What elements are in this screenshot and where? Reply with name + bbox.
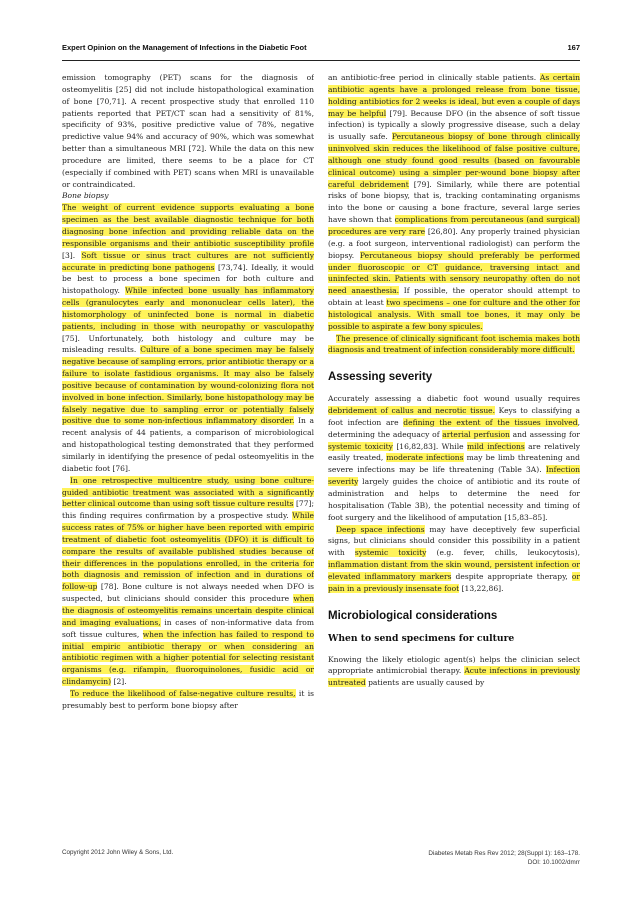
highlighted-text: arterial perfusion — [442, 429, 510, 439]
paragraph: emission tomography (PET) scans for the diagnosis of osteomyelitis [25] did not include histopathological examination of bone [70,71]. A recent prospective study that enrolled 110 patients reported that PET/CT scan had a sensitivity of 81%, specificity of 93%, positive predictive value of 78%, negative predictive value 94% and accuracy of 90%, which was somewhat better than a simultaneous MRI [72]. While the data on this new procedure are limited, there seems to be a place for CT (especially if combined with PET) scans when MRI is unavailable or contraindicated. — [62, 73, 314, 189]
highlighted-text: Soft tissue or sinus tract cultures are not sufficiently accurate in predicting bone pathogens — [62, 250, 314, 272]
highlighted-text: The presence of clinically significant foot ischemia makes both diagnosis and treatment of infection considerably more difficult. — [328, 333, 580, 355]
highlighted-text: two specimens – one for culture and the other for histological analysis. With small toe bones, it may only be possible to aspirate a few bony spicules. — [328, 298, 580, 331]
journal-citation — [428, 849, 580, 867]
section-heading-microbiological: Microbiological considerations — [328, 609, 498, 622]
highlighted-text: moderate infections — [386, 453, 464, 463]
paragraph: Deep space infections may have deceptively few superficial signs, but clinicians should consider this possibility in a patient with systemic toxicity (e.g. fever, chills, leukocytosis), inflammation distant from the skin wound, persistent infection or elevated inflammatory markers despite appropriate therapy, or pain in a previously insensate foot [13,22,86]. — [328, 524, 580, 593]
doi-line: DOI: 10.1002/dmrr — [527, 859, 580, 866]
paragraph — [328, 333, 580, 357]
highlighted-text: defining the extent of the tissues involved — [403, 417, 578, 427]
highlighted-text: The weight of current evidence supports evaluating a bone specimen as the best available diagnostic technique for both diagnosing bone infection and providing reliable data on the responsible organisms and their antibiotic susceptibility profile — [62, 203, 314, 248]
paragraph: In one retrospective multicentre study, using bone culture-guided antibiotic treatment was associated with a significantly better clinical outcome than using soft tissue culture results [77]; this finding requires confirmation by a prospective study. While success rates of 75% or higher have been reported with empiric treatment of diabetic foot osteomyelitis (DFO) it is difficult to compare the results of available published studies because of their differences in the populations enrolled, in the criteria for both diagnosis and remission of infection and in durations of follow-up [78]. Bone culture is not always needed when DFO is suspected, but clinicians should consider this procedure when the diagnosis of osteomyelitis remains uncertain despite clinical and imaging evaluations, in cases of non-informative data from soft tissue cultures, when the infection has failed to respond to initial empiric antibiotic therapy or when considering an antibiotic regimen with a higher potential for selecting resistant organisms (e.g. rifampin, fluoroquinolones, fusidic acid or clindamycin) [2]. — [62, 475, 314, 687]
paragraph: The weight of current evidence supports evaluating a bone specimen as the best available diagnostic technique for both diagnosing bone infection and providing reliable data on the responsible organisms and their antibiotic susceptibility profile [3]. Soft tissue or sinus tract cultures are not sufficiently accurate in predicting bone pathogens [73,74]. Ideally, it would be best to process a bone specimen for both culture and histopathology. While infected bone usually has inflammatory cells (granulocytes early and mononuclear cells later), the histomorphology of uninfected bone is normal in diabetic patients, including in those with neuropathy or vasculopathy [75]. Unfortunately, both histology and culture may be misleading results. Culture of a bone specimen may be falsely negative because of sampling errors, prior antibiotic therapy or a failure to isolate fastidious organisms. It may also be falsely positive because of contamination by wound-colonizing flora not involved in bone infection. Similarly, bone histopathology may be falsely negative due to sampling error or potentially falsely positive due to some non-infectious inflammatory disorder. In a recent analysis of 44 patients, a comparison of microbiological and histopathological testing demonstrated that they performed similarly in identifying the presence of pedal osteomyelitis in the diabetic foot [76]. — [62, 203, 314, 473]
highlighted-text: To reduce the likelihood of false-negative culture results, — [70, 688, 296, 698]
paragraph: Accurately assessing a diabetic foot wound usually requires debridement of callus and necrotic tissue. Keys to classifying a foot infection are defining the extent of the tissues involved, determining the adequacy of arterial perfusion and assessing for systemic toxicity [16,82,83]. While mild infections are relatively easily treated, moderate infections may be limb threatening and severe infections may be life threatening (Table 3A). Infection severity largely guides the choice of antibiotic and its route of administration and helps to determine the need for hospitalisation (Table 3B), the potential necessity and timing of foot surgery and the likelihood of amputation [15,83–85]. — [328, 394, 580, 522]
right-column — [328, 72, 580, 832]
citation-line: Diabetes Metab Res Rev 2012; 28(Suppl 1): 163–178. — [428, 850, 580, 857]
highlighted-text: Deep space infections — [336, 524, 425, 534]
page-number: 167 — [567, 43, 580, 52]
page-header — [62, 43, 580, 57]
highlighted-text: when the diagnosis of osteomyelitis remains uncertain despite clinical and imaging evaluations, — [62, 594, 314, 627]
paragraph: To reduce the likelihood of false-negative culture results, it is presumably best to perform bone biopsy after — [62, 688, 314, 710]
highlighted-text: Infection severity — [328, 465, 580, 487]
section-heading-assessing-severity: Assessing severity — [328, 371, 433, 384]
page-footer — [62, 849, 580, 875]
highlighted-text: Percutaneous biopsy should preferably be performed under fluoroscopic or CT guidance, traversing intact and uninfected skin. Patients with sensory neuropathy often do not need anaesthesia. — [328, 250, 580, 296]
bone-biopsy-heading: Bone biopsy — [62, 191, 109, 201]
highlighted-text: As certain antibiotic agents have a prolonged release from bone tissue, holding antibiotics for 2 weeks is ideal, but even a couple of days may be helpful — [328, 73, 580, 118]
highlighted-text: While success rates of 75% or higher have been reported with empiric treatment of diabetic foot osteomyelitis (DFO) it is difficult to compare the results of available published studies because of their differences in the populations enrolled, in the criteria for both diagnosis and remission of infection and in durations of follow-up — [62, 511, 314, 592]
highlighted-text: Acute infections in previously untreated — [328, 666, 580, 688]
highlighted-text: systemic toxicity — [354, 548, 427, 558]
paragraph: Knowing the likely etiologic agent(s) helps the clinician select appropriate antimicrobial therapy. Acute infections in previously untreated patients are usually caused by — [328, 654, 580, 688]
running-title: Expert Opinion on the Management of Infections in the Diabetic Foot — [62, 43, 307, 52]
highlighted-text: when the infection has failed to respond to initial empiric antibiotic therapy or when considering an antibiotic regimen with a higher potential for selecting resistant organisms (e.g. rifampin, fluoroquinolones, fusidic acid or clindamycin) — [62, 629, 314, 687]
highlighted-text: While infected bone usually has inflammatory cells (granulocytes early and mononuclear cells later), the histomorphology of uninfected bone is normal in diabetic patients, including in those with neuropathy or vasculopathy — [62, 286, 314, 331]
highlighted-text: mild infections — [467, 441, 525, 451]
highlighted-text: systemic toxicity — [328, 441, 393, 451]
highlighted-text: In one retrospective multicentre study, using bone culture-guided antibiotic treatment was associated with a significantly better clinical outcome than using soft tissue culture results — [62, 475, 314, 509]
highlighted-text: inflammation distant from the skin wound, persistent infection or elevated inflammatory markers — [328, 560, 580, 581]
paragraph: an antibiotic-free period in clinically stable patients. As certain antibiotic agents have a prolonged release from bone tissue, holding antibiotics for 2 weeks is ideal, but even a couple of days may be helpful [79]. Because DFO (in the absence of soft tissue infection) is typically a slowly progressive disease, such a delay is usually safe. Percutaneous biopsy of bone through clinically uninvolved skin reduces the likelihood of false positive culture, although one study found good results (based on favourable clinical outcome) using a simpler per-wound bone biopsy after careful debridement [79]. Similarly, while there are potential risks of bone biopsy, that is, tracking contaminating organisms into the bone or causing a bone fracture, several large series have shown that complications from percutaneous (and surgical) procedures are very rare [26,80]. Any properly trained physician (e.g. a foot surgeon, interventional radiologist) can perform the biopsy. Percutaneous biopsy should preferably be performed under fluoroscopic or CT guidance, traversing intact and uninfected skin. Patients with sensory neuropathy often do not need anaesthesia. If possible, the operator should attempt to obtain at least two specimens – one for culture and the other for histological analysis. With small toe bones, it may only be possible to aspirate a few bony spicules. — [328, 73, 580, 331]
highlighted-text: or pain in a previously insensate foot — [328, 571, 580, 593]
copyright-notice: Copyright 2012 John Wiley & Sons, Ltd. — [62, 849, 174, 856]
highlighted-text: Percutaneous biopsy of bone through clinically uninvolved skin reduces the likelihood of false positive culture, although one study found good results (based on favourable clinical outcome) using a simpler per-wound bone biopsy after careful debridement — [328, 132, 580, 189]
left-column — [62, 72, 314, 832]
header-rule — [62, 60, 580, 61]
subsection-heading-specimens: When to send specimens for culture — [328, 632, 515, 644]
highlighted-text: debridement of callus and necrotic tissue. — [328, 406, 496, 416]
highlighted-text: Culture of a bone specimen may be falsely negative because of sampling errors, prior antibiotic therapy or a failure to isolate fastidious organisms. It may also be falsely positive because of contamination by wound-colonizing flora not involved in bone infection. Similarly, bone histopathology may be falsely negative due to sampling error or potentially falsely positive due to some non-infectious inflammatory disorder. — [62, 345, 314, 426]
highlighted-text: complications from percutaneous (and surgical) procedures are very rare — [328, 215, 580, 236]
